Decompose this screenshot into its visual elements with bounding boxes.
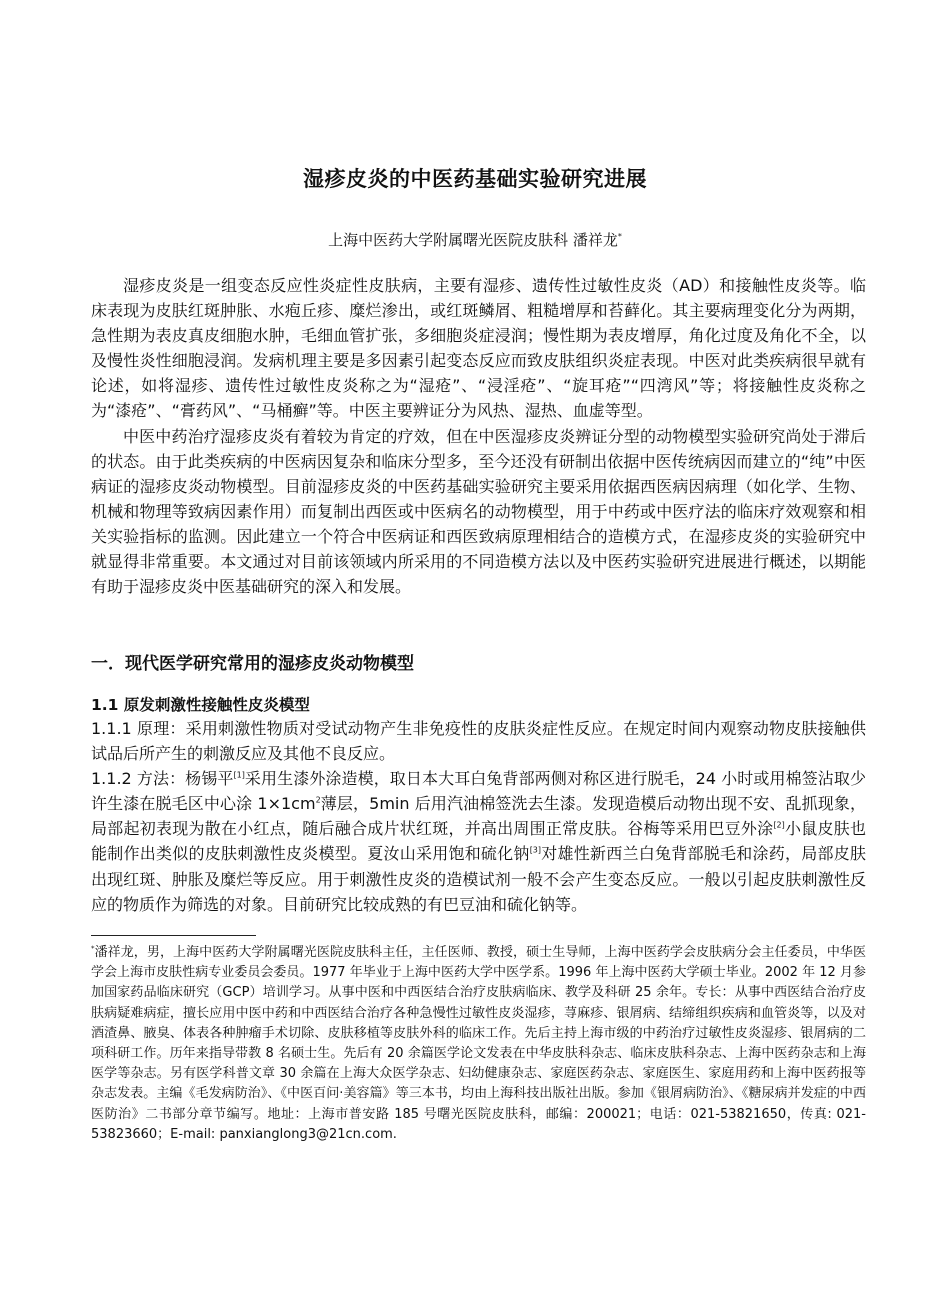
footnote-text: 潘祥龙，男，上海中医药大学附属曙光医院皮肤科主任，主任医师、教授，硕士生导师，上海中医药学会皮肤病分会主任委员，中华医学会上海市皮肤性病专业委员会委员。1977 年毕业于上海中医药大学中医学系。1996 年上海中医药大学硕士毕业。2002 年 12 月参加国家药品临床研究（GCP）培训学习。从事中医和中西医结合治疗皮肤病临床、教学及科研 25 余年。专长：从事中西医结合治疗皮肤病疑难病症，擅长应用中医中药和中西医结合治疗各种急慢性过敏性皮炎湿疹，荨麻疹、银屑病、结缔组织疾病和血管炎等，以及对酒渣鼻、腋臭、体表各种肿瘤手术切除、皮肤移植等皮肤外科的临床工作。先后主持上海市级的中药治疗过敏性皮炎湿疹、银屑病的二项科研工作。历年来指导带教 8 名硕士生。先后有 20 余篇医学论文发表在中华皮肤科杂志、临床皮肤科杂志、上海中医药杂志和上海医学等杂志。另有医学科普文章 30 余篇在上海大众医学杂志、妇幼健康杂志、家庭医药杂志、家庭医生、家庭用药和上海中医药报等杂志发表。主编《毛发病防治》、《中医百问·美容篇》等三本书，均由上海科技出版社出版。参加《银屑病防治》、《糖尿病并发症的中西医防治》二书部分章节编写。地址：上海市普安路 185 号曙光医院皮肤科，邮编：200021；电话：021-53821650，传真: 021-53823660；E-mail: panxianglong3@21cn.com. bbox=[91, 945, 866, 1142]
author-name: 上海中医药大学附属曙光医院皮肤科 潘祥龙 bbox=[328, 231, 618, 249]
section-heading-1: 一．现代医学研究常用的湿疹皮炎动物模型 bbox=[91, 654, 414, 674]
footnote-divider bbox=[91, 935, 256, 936]
paragraph-1-1-2: 1.1.2 方法：杨锡平[1]采用生漆外涂造模，取日本大耳白兔背部两侧对称区进行脱毛，24 小时或用棉签沾取少许生漆在脱毛区中心涂 $1\times 1cm^2$薄层，5min 后用汽油棉签洗去生漆。发现造模后动物出现不安、乱抓现象，局部起初表现为散在小红点，随后融合成片状红斑，并高出周围正常皮肤。谷梅等采用巴豆外涂[2]小鼠皮肤也能制作出类似的皮肤刺激性皮炎模型。夏汝山采用饱和硫化钠[3]对雄性新西兰白兔背部脱毛和涂药，局部皮肤出现红斑、肿胀及糜烂等反应。用于刺激性皮炎的造模试剂一般不会产生变态反应。一般以引起皮肤刺激性反应的物质作为筛选的对象。目前研究比较成熟的有巴豆油和硫化钠等。 bbox=[91, 769, 866, 914]
footnote-mark: * bbox=[91, 944, 95, 953]
author-footnote-mark: * bbox=[617, 232, 622, 241]
citation-3: [3] bbox=[529, 846, 542, 856]
intro-section bbox=[91, 273, 866, 599]
subsection-heading-1-1: 1.1 原发刺激性接触性皮炎模型 bbox=[91, 696, 310, 714]
citation-2: [2] bbox=[773, 821, 785, 831]
paper-title: 湿疹皮炎的中医药基础实验研究进展 bbox=[303, 167, 647, 191]
paragraph-1-1-1: 1.1.1 原理：采用刺激性物质对受试动物产生非免疫性的皮肤炎症性反应。在规定时间内观察动物皮肤接触供试品后所产生的刺激反应及其他不良反应。 bbox=[91, 719, 866, 764]
intro-paragraph-1: 湿疹皮炎是一组变态反应性炎症性皮肤病，主要有湿疹、遗传性过敏性皮炎（AD）和接触性皮炎等。临床表现为皮肤红斑肿胀、水疱丘疹、糜烂渗出，或红斑鳞屑、粗糙增厚和苔藓化。其主要病理变化分为两期，急性期为表皮真皮细胞水肿，毛细血管扩张，多细胞炎症浸润；慢性期为表皮增厚，角化过度及角化不全，以及慢性炎性细胞浸润。发病机理主要是多因素引起变态反应而致皮肤组织炎症表现。中医对此类疾病很早就有论述，如将湿疹、遗传性过敏性皮炎称之为“湿疮”、“浸淫疮”、“旋耳疮”“四湾风”等；将接触性皮炎称之为“漆疮”、“膏药风”、“马桶癣”等。中医主要辨证分为风热、湿热、血虚等型。 bbox=[91, 276, 866, 421]
intro-paragraph-2: 中医中药治疗湿疹皮炎有着较为肯定的疗效，但在中医湿疹皮炎辨证分型的动物模型实验研究尚处于滞后的状态。由于此类疾病的中医病因复杂和临床分型多，至今还没有研制出依据中医传统病因而建立的“纯”中医病证的湿疹皮炎动物模型。目前湿疹皮炎的中医药基础实验研究主要采用依据西医病因病理（如化学、生物、机械和物理等致病因素作用）而复制出西医或中医病名的动物模型，用于中药或中医疗法的临床疗效观察和相关实验指标的监测。因此建立一个符合中医病证和西医致病原理相结合的造模方式，在湿疹皮炎的实验研究中就显得非常重要。本文通过对目前该领域内所采用的不同造模方法以及中医药实验研究进展进行概述，以期能有助于湿疹皮炎中医基础研究的深入和发展。 bbox=[91, 426, 866, 597]
superscript-square: 2 bbox=[315, 795, 321, 805]
author-footnote bbox=[91, 943, 866, 1145]
author-line bbox=[0, 229, 950, 250]
citation-1: [1] bbox=[233, 770, 245, 780]
subsection-1-1-body bbox=[91, 716, 866, 917]
